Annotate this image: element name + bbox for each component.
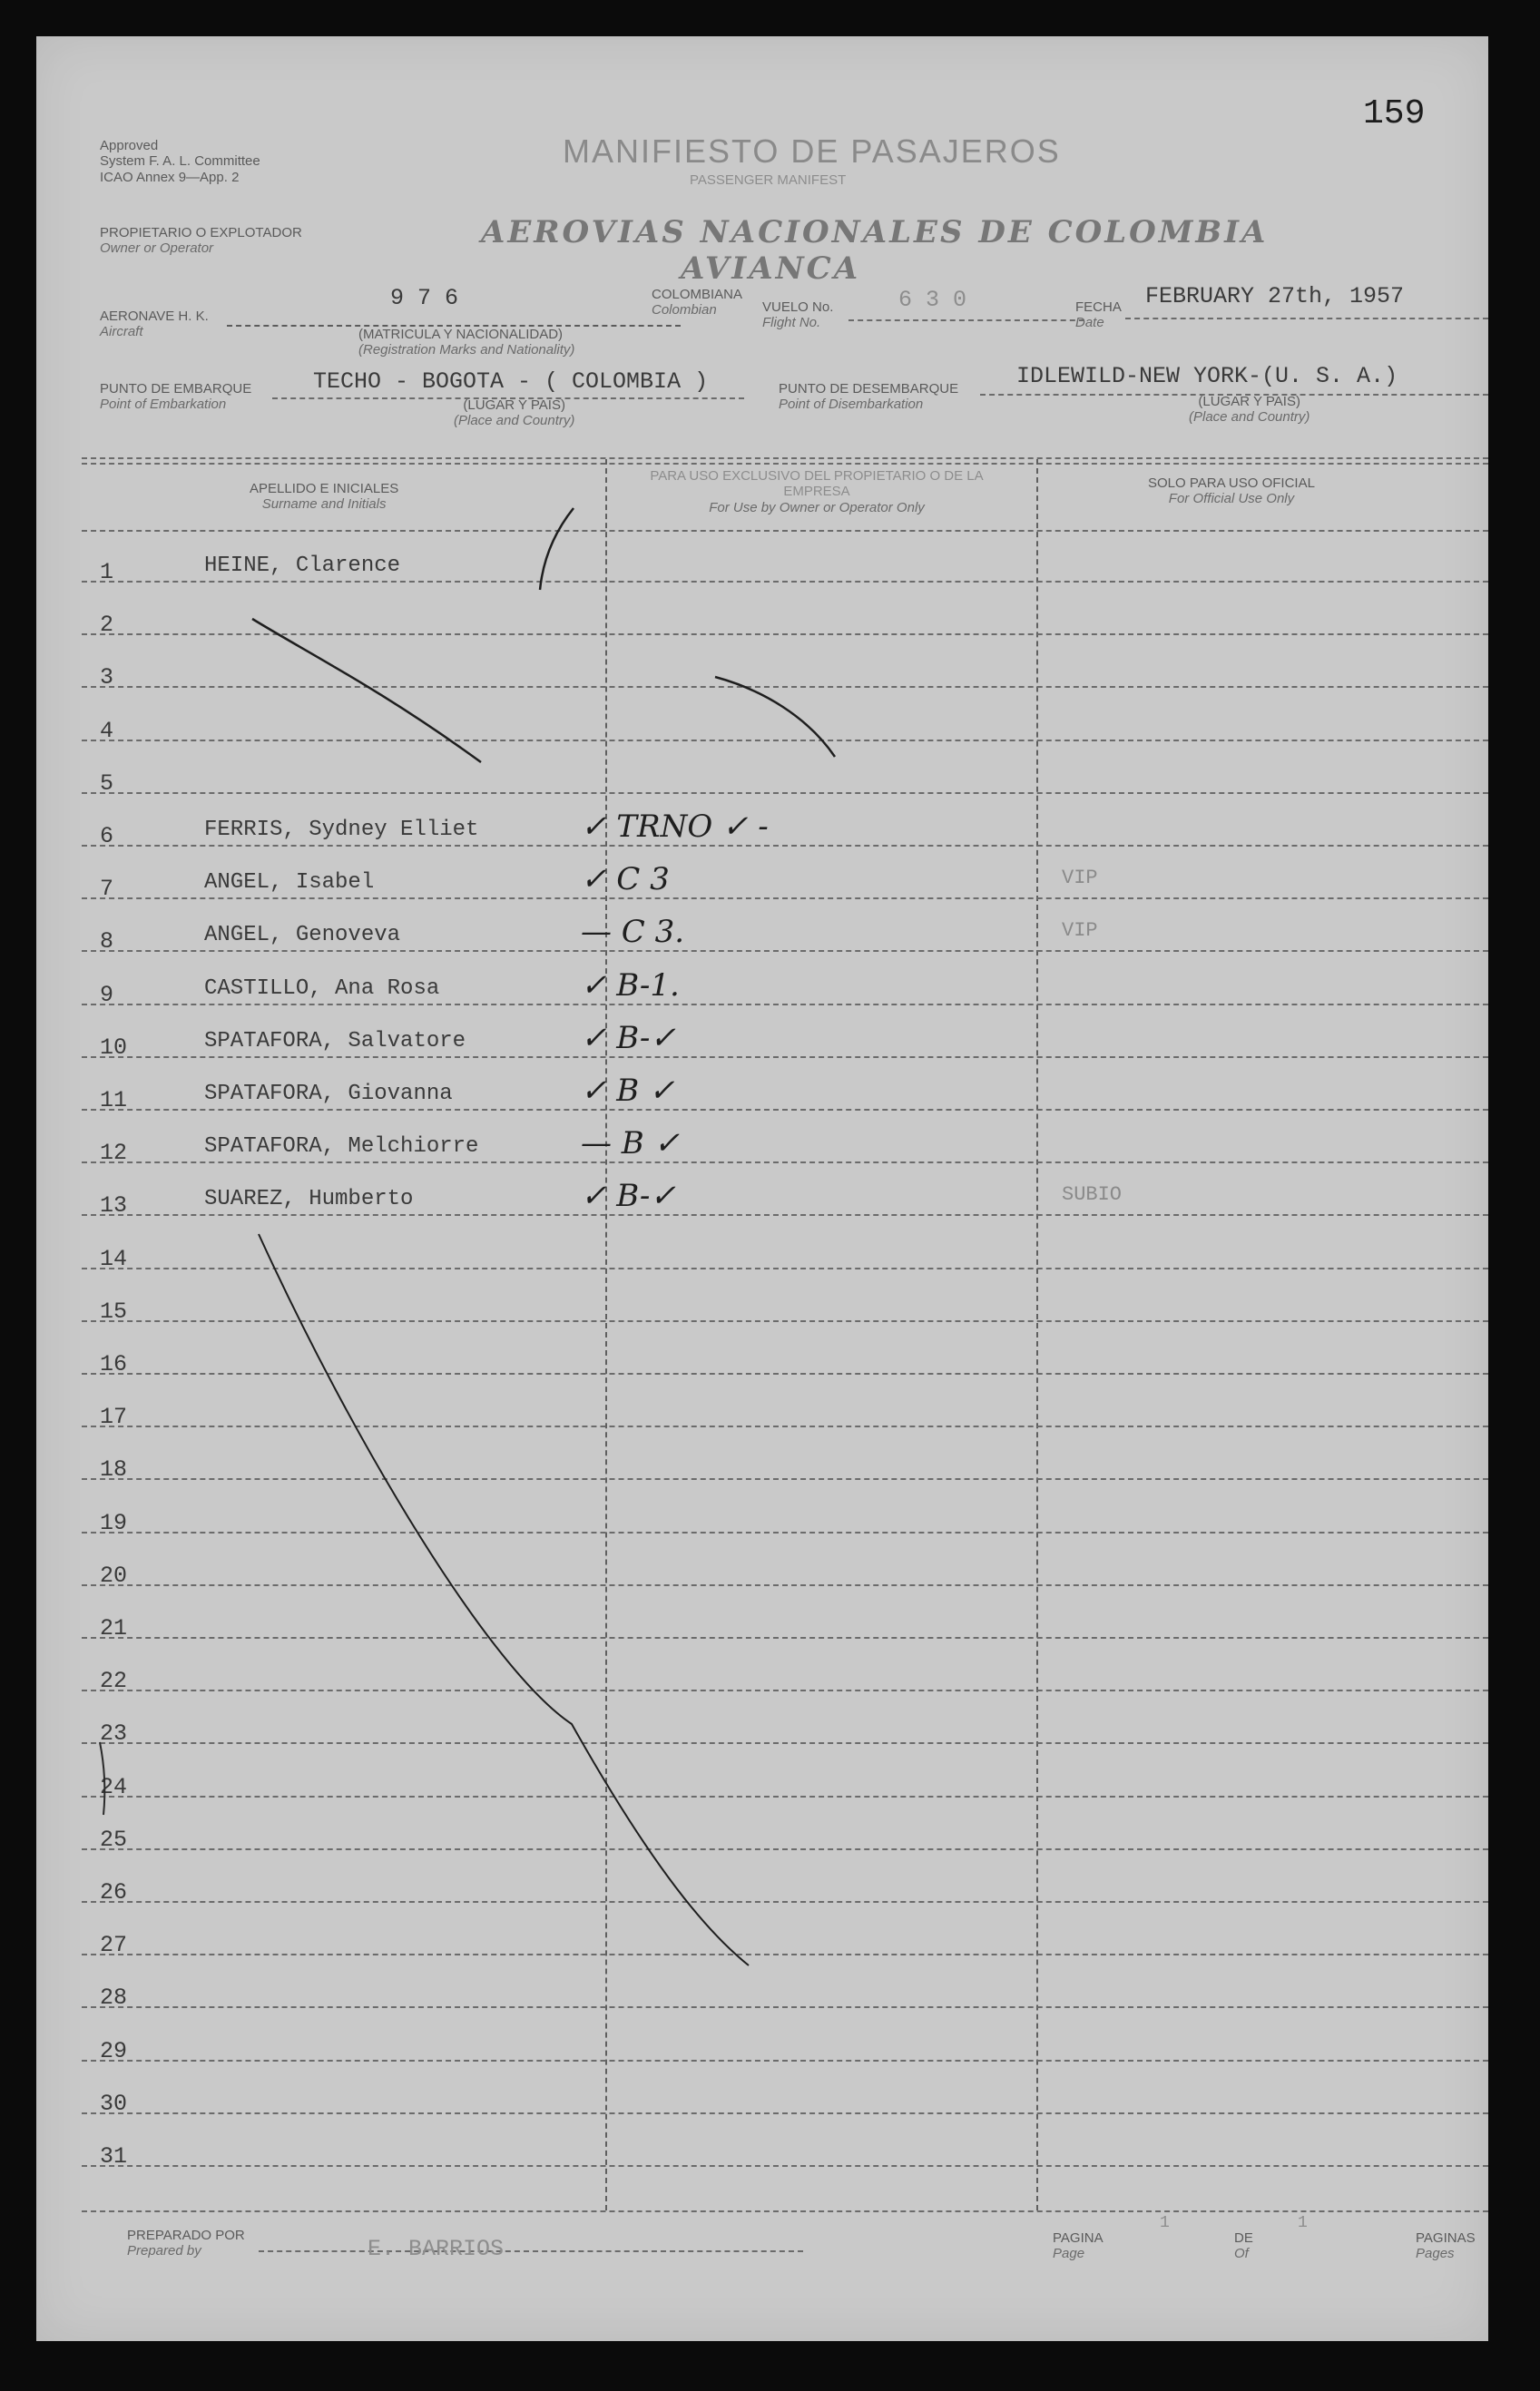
date-value: FEBRUARY 27th, 1957 <box>1145 283 1405 309</box>
nationality-value: COLOMBIANA <box>652 287 743 302</box>
strike-line-names <box>252 619 481 762</box>
prepared-label-en: Prepared by <box>127 2243 201 2259</box>
operator-note: ✓ B-1. <box>581 967 680 1004</box>
row-number: 25 <box>100 1827 128 1853</box>
nationality-sub: Colombian <box>652 302 717 318</box>
owner-value: AEROVIAS NACIONALES DE COLOMBIA <box>481 214 1269 250</box>
registration-label-en: (Registration Marks and Nationality) <box>358 342 575 358</box>
col-header-operator-en: For Use by Owner or Operator Only <box>709 499 925 515</box>
row-number: 15 <box>100 1298 128 1325</box>
row-number: 14 <box>100 1246 128 1272</box>
disembark-label-es: PUNTO DE DESEMBARQUE <box>779 381 959 397</box>
passenger-name: SUAREZ, Humberto <box>204 1187 414 1211</box>
date-label-en: Date <box>1075 315 1104 331</box>
flight-label-en: Flight No. <box>762 315 821 331</box>
embark-label-en: Point of Embarkation <box>100 397 227 413</box>
of-label <box>1234 2230 1253 2262</box>
passenger-name: FERRIS, Sydney Elliet <box>204 818 479 842</box>
manifest-title-en: PASSENGER MANIFEST <box>690 172 847 188</box>
of-label-en: Of <box>1234 2246 1249 2262</box>
pages-label <box>1416 2230 1476 2262</box>
row-number: 2 <box>100 612 114 638</box>
embark-label-es: PUNTO DE EMBARQUE <box>100 381 252 397</box>
passenger-name: ANGEL, Genoveva <box>204 923 401 947</box>
manifest-page <box>36 36 1488 2341</box>
owner-value-2: AVIANCA <box>681 250 861 287</box>
date-label-es: FECHA <box>1075 299 1122 315</box>
row-number: 20 <box>100 1563 128 1589</box>
row-number: 5 <box>100 770 114 797</box>
row-number: 12 <box>100 1140 128 1166</box>
page-label <box>1053 2230 1104 2262</box>
passenger-name: SPATAFORA, Melchiorre <box>204 1134 479 1159</box>
row-number: 19 <box>100 1510 128 1536</box>
embark-sub-es: (LUGAR Y PAIS) <box>463 397 565 413</box>
embark-sub-en: (Place and Country) <box>454 413 575 429</box>
row-number: 26 <box>100 1879 128 1906</box>
prepared-underline <box>259 2250 803 2252</box>
row-number: 30 <box>100 2091 128 2117</box>
operator-note: — B ✓ <box>581 1125 681 1161</box>
disembark-label-en: Point of Disembarkation <box>779 397 924 413</box>
prepared-value: E. BARRIOS <box>368 2236 505 2262</box>
col-header-official-en: For Official Use Only <box>1168 491 1295 507</box>
official-note: SUBIO <box>1062 1183 1123 1206</box>
page-value: 1 <box>1160 2214 1170 2232</box>
col-header-official-es: SOLO PARA USO OFICIAL <box>1148 475 1315 491</box>
disembark-sub-en: (Place and Country) <box>1189 409 1310 426</box>
row-number: 10 <box>100 1034 128 1061</box>
owner-label-es: PROPIETARIO O EXPLOTADOR <box>100 225 302 240</box>
row-number: 24 <box>100 1774 128 1800</box>
embark-value: TECHO - BOGOTA - ( COLOMBIA ) <box>313 368 709 395</box>
of-label-es: DE <box>1234 2230 1253 2246</box>
row-number: 9 <box>100 982 114 1008</box>
row-number: 18 <box>100 1456 128 1483</box>
row-number: 8 <box>100 928 114 955</box>
row-number: 7 <box>100 876 114 902</box>
aircraft-label-en: Aircraft <box>100 324 143 340</box>
col-header-names-en: Surname and Initials <box>261 496 387 513</box>
strike-line-operator <box>715 677 835 757</box>
row-number: 23 <box>100 1720 128 1747</box>
prepared-label-es: PREPARADO POR <box>127 2228 245 2243</box>
row-number: 22 <box>100 1668 128 1694</box>
row-number: 16 <box>100 1351 128 1377</box>
page-label-es: PAGINA <box>1053 2230 1104 2246</box>
row-number: 1 <box>100 559 114 585</box>
strike-line-empty-rows <box>259 1234 749 1965</box>
operator-note: ✓ B-✓ <box>581 1020 676 1056</box>
of-value: 1 <box>1298 2214 1308 2232</box>
official-note: VIP <box>1062 919 1098 942</box>
row-number: 28 <box>100 1984 128 2011</box>
operator-note: ✓ C 3 <box>581 861 670 897</box>
row-number: 11 <box>100 1087 128 1113</box>
col-header-names-es: APELLIDO E INICIALES <box>250 481 399 496</box>
aircraft-label-es: AERONAVE H. K. <box>100 309 209 324</box>
prepared-label <box>127 2228 245 2259</box>
operator-note: — C 3. <box>581 914 685 950</box>
operator-note: ✓ B ✓ <box>581 1073 675 1109</box>
passenger-name: HEINE, Clarence <box>204 554 401 578</box>
passenger-name: SPATAFORA, Salvatore <box>204 1029 466 1053</box>
row-number: 29 <box>100 2038 128 2064</box>
row-number: 17 <box>100 1404 128 1430</box>
owner-label-en: Owner or Operator <box>100 240 214 257</box>
manifest-title: MANIFIESTO DE PASAJEROS <box>563 132 1061 170</box>
pages-label-en: Pages <box>1416 2246 1455 2262</box>
disembark-value: IDLEWILD-NEW YORK-(U. S. A.) <box>1016 363 1398 389</box>
row-number: 6 <box>100 823 114 849</box>
col-header-operator-es: PARA USO EXCLUSIVO DEL PROPIETARIO O DE LA EMPRESA <box>650 468 984 500</box>
handwritten-marks <box>36 36 1488 2341</box>
row-number: 21 <box>100 1615 128 1641</box>
row-number: 13 <box>100 1192 128 1219</box>
passenger-name: CASTILLO, Ana Rosa <box>204 976 440 1001</box>
table-bottom-rule <box>82 2210 1488 2212</box>
flight-value: 6 3 0 <box>898 287 967 313</box>
tick-mark-large <box>540 508 574 590</box>
passenger-name: ANGEL, Isabel <box>204 870 375 895</box>
registration-label-es: (MATRICULA Y NACIONALIDAD) <box>358 327 564 342</box>
row-number: 4 <box>100 718 114 744</box>
aircraft-value: 9 7 6 <box>390 285 459 311</box>
approval-line: ICAO Annex 9—App. 2 <box>100 169 240 185</box>
row-number: 27 <box>100 1932 128 1958</box>
flight-label-es: VUELO No. <box>762 299 834 315</box>
disembark-sub-es: (LUGAR Y PAIS) <box>1198 394 1300 409</box>
margin-mark <box>100 1742 104 1815</box>
approval-line: System F. A. L. Committee <box>100 153 260 170</box>
official-note: VIP <box>1062 867 1098 889</box>
passenger-name: SPATAFORA, Giovanna <box>204 1082 453 1106</box>
approval-line: Approved <box>100 138 159 153</box>
page-number: 159 <box>1363 94 1426 133</box>
operator-note: ✓ TRNO ✓ - <box>581 808 769 845</box>
row-number: 3 <box>100 664 114 691</box>
pages-label-es: PAGINAS <box>1416 2230 1476 2246</box>
page-label-en: Page <box>1053 2246 1085 2262</box>
row-number: 31 <box>100 2143 128 2170</box>
operator-note: ✓ B-✓ <box>581 1178 676 1214</box>
